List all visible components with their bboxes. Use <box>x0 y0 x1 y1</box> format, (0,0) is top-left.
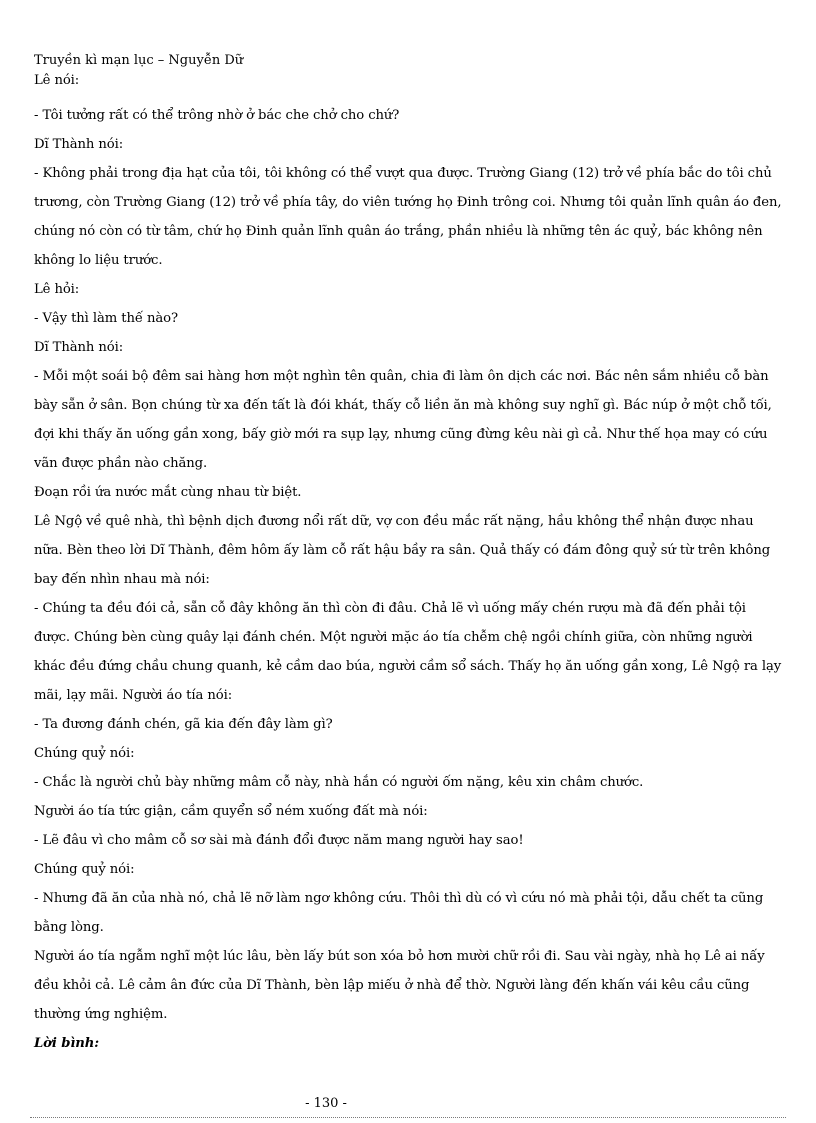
paragraph: - Ta đương đánh chén, gã kia đến đây làm gì? <box>34 717 333 732</box>
paragraph: Lê Ngộ về quê nhà, thì bệnh dịch đương nổi rất dữ, vợ con đều mắc rất nặng, hầu không thể nhận được nhau nữa. Bèn theo lời Dĩ Thành, đêm hôm ấy làm cỗ rất hậu bầy ra sân. Quả thấy có đám đông quỷ sứ từ trên không bay đến nhìn nhau mà nói: <box>34 514 771 587</box>
paragraph: Chúng quỷ nói: <box>34 862 135 877</box>
comment-heading: Lời bình: <box>34 1036 100 1051</box>
paragraph: Dĩ Thành nói: <box>34 137 124 152</box>
paragraph: - Chắc là người chủ bày những mâm cỗ này, nhà hắn có người ốm nặng, kêu xin châm chước. <box>34 775 644 790</box>
paragraph: - Vậy thì làm thế nào? <box>34 311 178 326</box>
paragraph: - Lẽ đâu vì cho mâm cỗ sơ sài mà đánh đổi được năm mang người hay sao! <box>34 833 524 848</box>
paragraph: Chúng quỷ nói: <box>34 746 135 761</box>
body-text <box>34 72 782 1058</box>
running-title: Truyền kì mạn lục – Nguyễn Dữ <box>34 53 244 68</box>
paragraph: Lê hỏi: <box>34 282 80 297</box>
page-number: - 130 - <box>305 1096 347 1111</box>
paragraph: Đoạn rồi ứa nước mắt cùng nhau từ biệt. <box>34 485 302 500</box>
footer-divider <box>30 1117 786 1118</box>
paragraph: - Nhưng đã ăn của nhà nó, chả lẽ nỡ làm ngơ không cứu. Thôi thì dù có vì cứu nó mà phải tội, dẫu chết ta cũng bằng lòng. <box>34 891 764 935</box>
paragraph: - Chúng ta đều đói cả, sẵn cỗ đây không ăn thì còn đi đâu. Chả lẽ vì uống mấy chén rượu mà đã đến phải tội được. Chúng bèn cùng quây lại đánh chén. Một người mặc áo tía chễm chệ ngồi chính giữa, còn những người khác đều đứng chầu chung quanh, kẻ cầm dao búa, người cầm sổ sách. Thấy họ ăn uống gần xong, Lê Ngộ ra lạy mãi, lạy mãi. Người áo tía nói: <box>34 601 782 703</box>
paragraph: Người áo tía tức giận, cầm quyển sổ ném xuống đất mà nói: <box>34 804 428 819</box>
paragraph: - Mỗi một soái bộ đêm sai hàng hơn một nghìn tên quân, chia đi làm ôn dịch các nơi. Bác nên sắm nhiều cỗ bàn bày sẵn ở sân. Bọn chúng từ xa đến tất là đói khát, thấy cỗ liền ăn mà không suy nghĩ gì. Bác núp ở một chỗ tối, đợi khi thấy ăn uống gần xong, bấy giờ mới ra sụp lạy, nhưng cũng đừng kêu nài gì cả. Như thế họa may có cứu vãn được phần nào chăng. <box>34 369 772 471</box>
paragraph: - Tôi tưởng rất có thể trông nhờ ở bác che chở cho chứ? <box>34 108 400 123</box>
paragraph: Người áo tía ngẫm nghĩ một lúc lâu, bèn lấy bút son xóa bỏ hơn mười chữ rồi đi. Sau vài ngày, nhà họ Lê ai nấy đều khỏi cả. Lê cảm ân đức của Dĩ Thành, bèn lập miếu ở nhà để thờ. Người làng đến khấn vái kêu cầu cũng thường ứng nghiệm. <box>34 949 765 1022</box>
paragraph: - Không phải trong địa hạt của tôi, tôi không có thể vượt qua được. Trường Giang (12) trở về phía bắc do tôi chủ trương, còn Trường Giang (12) trở về phía tây, do viên tướng họ Đinh trông coi. Nhưng tôi quản lĩnh quân áo đen, chúng nó còn có từ tâm, chứ họ Đinh quản lĩnh quân áo trắng, phần nhiều là những tên ác quỷ, bác không nên không lo liệu trước. <box>34 166 782 268</box>
paragraph: Lê nói: <box>34 73 80 88</box>
paragraph: Dĩ Thành nói: <box>34 340 124 355</box>
